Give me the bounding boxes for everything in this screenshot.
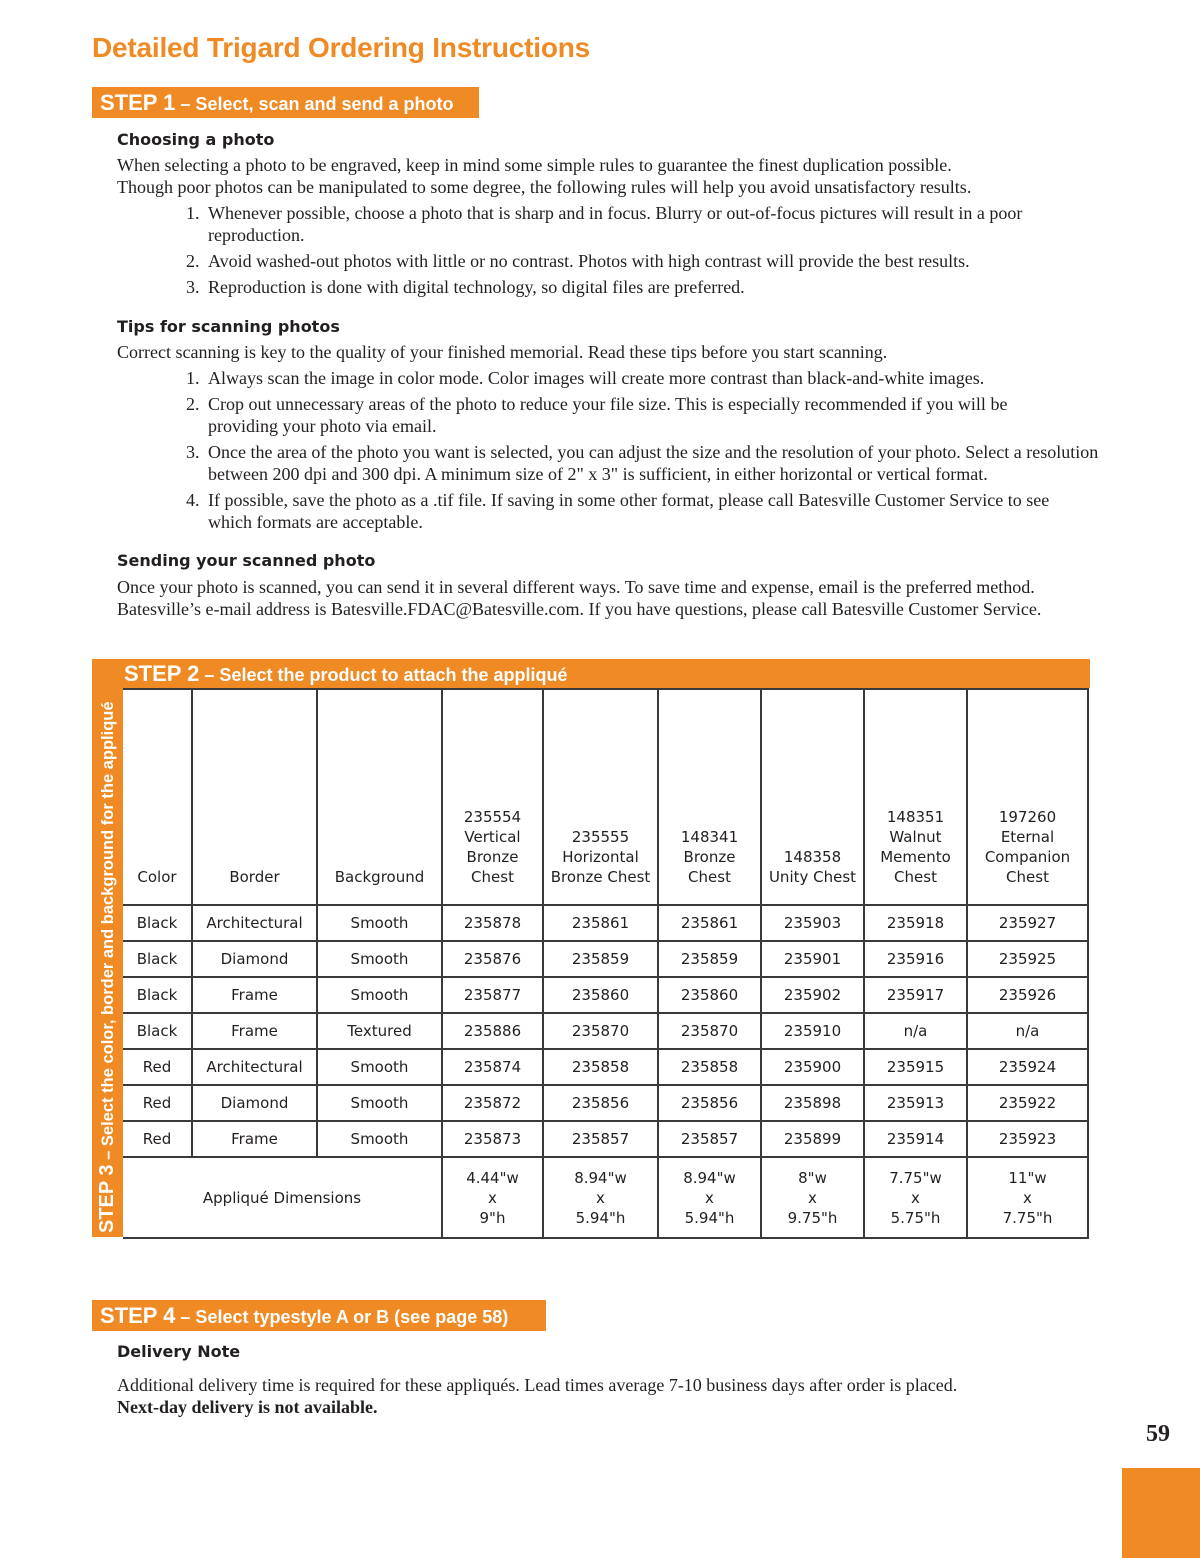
header-product: 235554 Vertical Bronze Chest (442, 689, 543, 905)
table-row (123, 977, 1088, 1013)
product-code-cell: 235915 (864, 1049, 967, 1085)
product-code-cell: 235860 (543, 977, 658, 1013)
header-color: Color (123, 689, 192, 905)
product-code-cell: 235910 (761, 1013, 864, 1049)
border-cell: Architectural (192, 1049, 317, 1085)
header-product: 235555 Horizontal Bronze Chest (543, 689, 658, 905)
header-product: 148351 Walnut Memento Chest (864, 689, 967, 905)
list-item: 3. Once the area of the photo you want is selected, you can adjust the size and the resolution of your photo. Select a resolution between 200 dpi and 300 dpi. A minimum size of 2" x 3" is sufficient, in either horizontal or vertical format. (186, 442, 1099, 484)
step4-label: STEP 4 (100, 1303, 176, 1328)
product-table (123, 688, 1089, 1239)
dimension-cell: 7.75"w x 5.75"h (864, 1157, 967, 1238)
header-product: 148358 Unity Chest (761, 689, 864, 905)
list-item: 3. Reproduction is done with digital technology, so digital files are preferred. (186, 277, 745, 297)
color-cell: Black (123, 1013, 192, 1049)
step3-text (92, 688, 123, 1237)
product-code-cell: 235917 (864, 977, 967, 1013)
background-cell: Smooth (317, 941, 442, 977)
tips-heading: Tips for scanning photos (117, 317, 340, 336)
list-item: 1. Always scan the image in color mode. Color images will create more contrast than black-and-white images. (186, 368, 985, 388)
step2-label: STEP 2 (124, 661, 200, 686)
dimension-cell: 8"w x 9.75"h (761, 1157, 864, 1238)
table-row (123, 1121, 1088, 1157)
dimension-cell: 11"w x 7.75"h (967, 1157, 1088, 1238)
border-cell: Frame (192, 977, 317, 1013)
background-cell: Smooth (317, 1049, 442, 1085)
tips-intro: Correct scanning is key to the quality of your finished memorial. Read these tips before you start scanning. (117, 342, 888, 362)
product-code-cell: 235858 (658, 1049, 761, 1085)
step3-label: STEP 3 (96, 1164, 118, 1233)
table-row (123, 1049, 1088, 1085)
product-code-cell: 235870 (543, 1013, 658, 1049)
dimensions-label: Appliqué Dimensions (123, 1157, 442, 1238)
product-code-cell: 235926 (967, 977, 1088, 1013)
delivery-bold-text: Next-day delivery is not available. (117, 1397, 378, 1417)
table-row (123, 905, 1088, 941)
product-code-cell: 235877 (442, 977, 543, 1013)
product-code-cell: n/a (967, 1013, 1088, 1049)
color-cell: Black (123, 905, 192, 941)
choosing-photo-intro-2: Though poor photos can be manipulated to some degree, the following rules will help you avoid unsatisfactory results. (117, 177, 972, 197)
choosing-photo-list (186, 202, 1036, 302)
dimension-cell: 8.94"w x 5.94"h (543, 1157, 658, 1238)
list-item: 1. Whenever possible, choose a photo that is sharp and in focus. Blurry or out-of-focus pictures will result in a poor reproduction. (186, 203, 1023, 245)
list-item: 2. Crop out unnecessary areas of the photo to reduce your file size. This is especially recommended if you will be providing your photo via email. (186, 394, 1008, 436)
product-code-cell: n/a (864, 1013, 967, 1049)
delivery-heading: Delivery Note (117, 1342, 241, 1361)
step4-heading: – Select typestyle A or B (see page 58) (175, 1307, 509, 1327)
border-cell: Diamond (192, 941, 317, 977)
page-title: Detailed Trigard Ordering Instructions (92, 32, 591, 63)
product-code-cell: 235916 (864, 941, 967, 977)
border-cell: Frame (192, 1013, 317, 1049)
border-cell: Architectural (192, 905, 317, 941)
product-code-cell: 235859 (658, 941, 761, 977)
choosing-photo-intro-1: When selecting a photo to be engraved, keep in mind some simple rules to guarantee the finest duplication possible. (117, 155, 952, 175)
product-code-cell: 235858 (543, 1049, 658, 1085)
page-number: 59 (1146, 1421, 1170, 1447)
header-product: 197260 Eternal Companion Chest (967, 689, 1088, 905)
product-code-cell: 235861 (543, 905, 658, 941)
sending-text-1: Once your photo is scanned, you can send it in several different ways. To save time and expense, email is the preferred method. (117, 577, 1035, 597)
step2-heading: – Select the product to attach the appliqué (199, 665, 568, 685)
product-code-cell: 235856 (658, 1085, 761, 1121)
step1-banner (92, 87, 479, 118)
product-code-cell: 235902 (761, 977, 864, 1013)
sending-text-2: Batesville’s e-mail address is Batesville.FDAC@Batesville.com. If you have questions, please call Batesville Customer Service. (117, 599, 1042, 619)
list-item: 2. Avoid washed-out photos with little or no contrast. Photos with high contrast will provide the best results. (186, 251, 970, 271)
product-code-cell: 235925 (967, 941, 1088, 977)
table-row (123, 1013, 1088, 1049)
color-cell: Black (123, 941, 192, 977)
background-cell: Smooth (317, 1085, 442, 1121)
product-code-cell: 235900 (761, 1049, 864, 1085)
product-code-cell: 235914 (864, 1121, 967, 1157)
background-cell: Smooth (317, 977, 442, 1013)
table-row (123, 941, 1088, 977)
step1-heading: – Select, scan and send a photo (175, 94, 454, 114)
product-code-cell: 235903 (761, 905, 864, 941)
step3-banner (92, 688, 123, 1237)
product-code-cell: 235878 (442, 905, 543, 941)
step3-heading: – Select the color, border and background for the appliqué (99, 701, 117, 1165)
tips-list (186, 367, 1126, 537)
color-cell: Red (123, 1049, 192, 1085)
product-code-cell: 235857 (543, 1121, 658, 1157)
background-cell: Textured (317, 1013, 442, 1049)
dimensions-row (123, 1157, 1088, 1238)
product-code-cell: 235886 (442, 1013, 543, 1049)
background-cell: Smooth (317, 1121, 442, 1157)
choosing-photo-heading: Choosing a photo (117, 130, 275, 149)
product-code-cell: 235899 (761, 1121, 864, 1157)
header-background: Background (317, 689, 442, 905)
color-cell: Red (123, 1121, 192, 1157)
product-code-cell: 235857 (658, 1121, 761, 1157)
product-code-cell: 235924 (967, 1049, 1088, 1085)
step2-banner (92, 659, 1090, 688)
product-code-cell: 235913 (864, 1085, 967, 1121)
dimension-cell: 4.44"w x 9"h (442, 1157, 543, 1238)
product-code-cell: 235898 (761, 1085, 864, 1121)
product-code-cell: 235873 (442, 1121, 543, 1157)
product-code-cell: 235859 (543, 941, 658, 977)
product-code-cell: 235861 (658, 905, 761, 941)
color-cell: Red (123, 1085, 192, 1121)
product-code-cell: 235870 (658, 1013, 761, 1049)
table-header-row (123, 689, 1088, 905)
background-cell: Smooth (317, 905, 442, 941)
product-code-cell: 235923 (967, 1121, 1088, 1157)
corner-tab (1122, 1468, 1200, 1558)
dimension-cell: 8.94"w x 5.94"h (658, 1157, 761, 1238)
step4-banner (92, 1300, 546, 1331)
header-border: Border (192, 689, 317, 905)
table-row (123, 1085, 1088, 1121)
product-code-cell: 235872 (442, 1085, 543, 1121)
sending-heading: Sending your scanned photo (117, 551, 376, 570)
step1-label: STEP 1 (100, 90, 176, 115)
product-code-cell: 235876 (442, 941, 543, 977)
list-item: 4. If possible, save the photo as a .tif file. If saving in some other format, please call Batesville Customer Service to see which formats are acceptable. (186, 490, 1050, 532)
product-code-cell: 235856 (543, 1085, 658, 1121)
product-code-cell: 235874 (442, 1049, 543, 1085)
border-cell: Diamond (192, 1085, 317, 1121)
product-code-cell: 235860 (658, 977, 761, 1013)
color-cell: Black (123, 977, 192, 1013)
product-code-cell: 235922 (967, 1085, 1088, 1121)
delivery-text: Additional delivery time is required for these appliqués. Lead times average 7-10 business days after order is placed. (117, 1375, 958, 1395)
border-cell: Frame (192, 1121, 317, 1157)
product-code-cell: 235918 (864, 905, 967, 941)
product-code-cell: 235901 (761, 941, 864, 977)
header-product: 148341 Bronze Chest (658, 689, 761, 905)
table-body (123, 905, 1088, 1157)
product-code-cell: 235927 (967, 905, 1088, 941)
